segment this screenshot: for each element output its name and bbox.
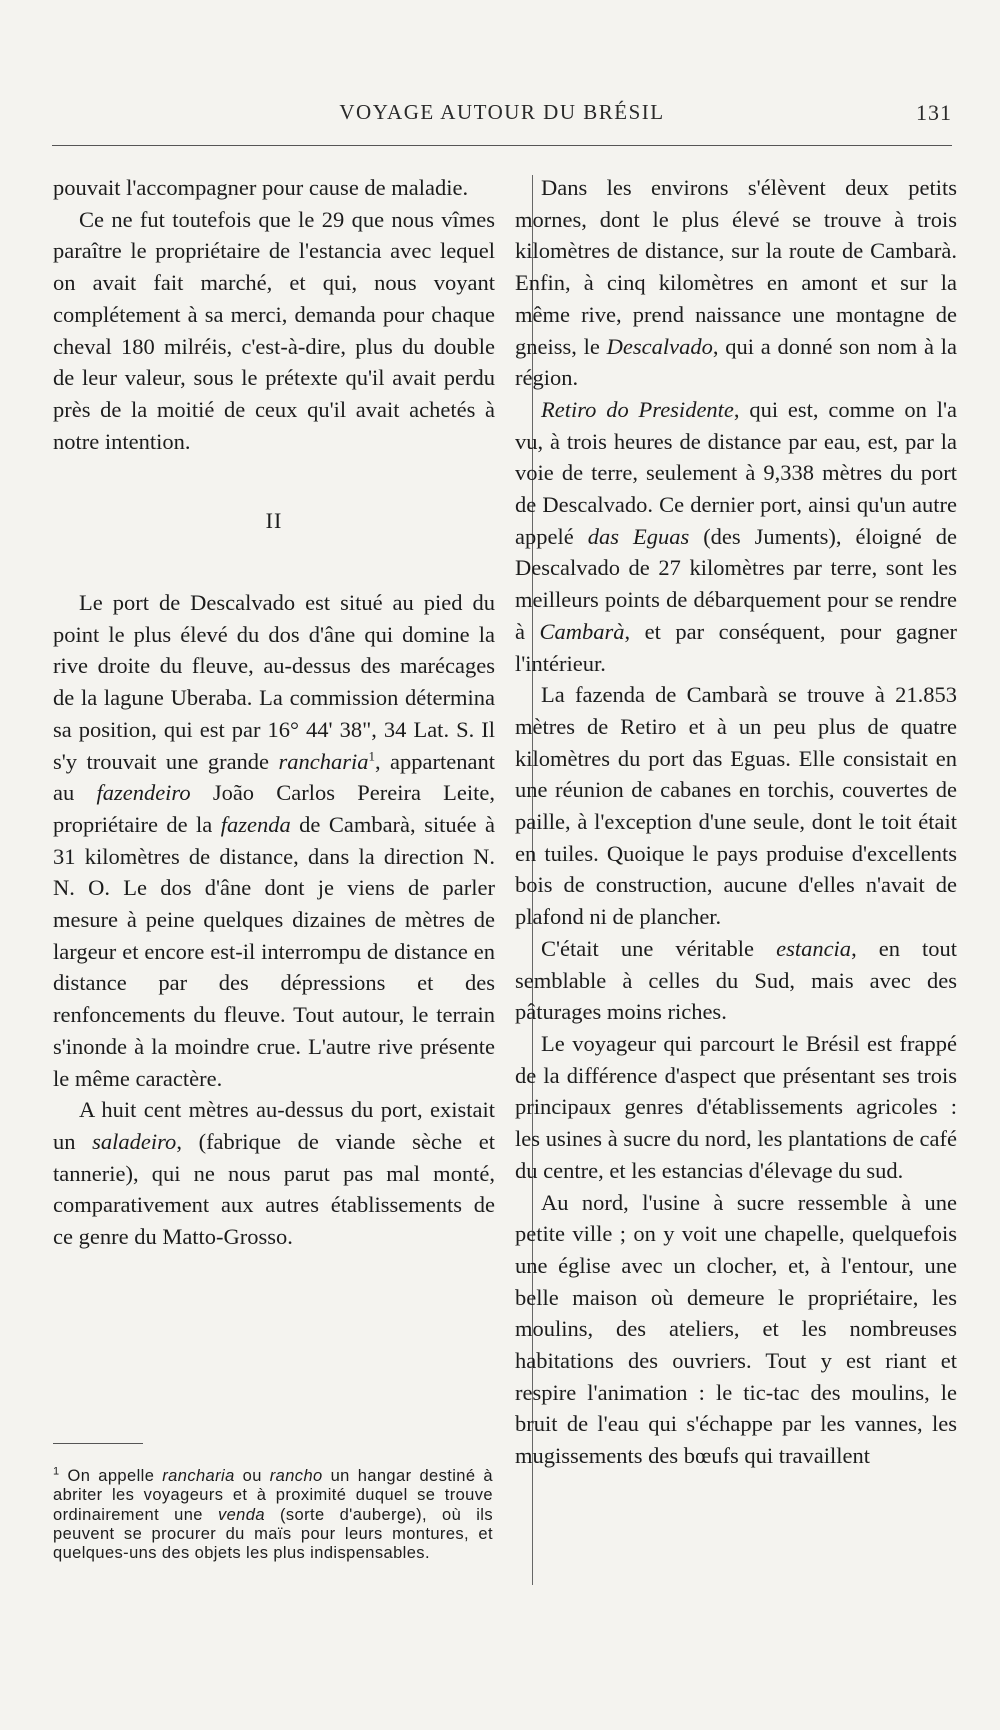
paragraph: Le voyageur qui parcourt le Brésil est frappé de la différence d'aspect que présentant ses trois principaux genres d'établissements agricoles : les usines à sucre du nord, les plantations de café du centre, et les estancias d'élevage du sud.	[515, 1030, 957, 1183]
italic-term: estancia	[776, 935, 852, 961]
text-run: ou	[234, 1467, 270, 1485]
italic-term: rancharia	[278, 748, 369, 774]
paragraph	[53, 587, 495, 1094]
italic-term: Descalvado	[606, 333, 713, 359]
paragraph: La fazenda de Cambarà se trouve à 21.853 mètres de Retiro et à un peu plus de quatre kilomètres du port das Eguas. Elle consistait en une réunion de cabanes en torchis, couvertes de paille, à l'exception d'une seule, dont le toit était en tuiles. Quoique le pays produise d'excellents bois de construction, aucune d'elles n'avait de plafond ni de plancher.	[515, 682, 957, 930]
header-rule	[52, 145, 952, 146]
paragraph	[515, 172, 957, 394]
text-run: , qui est, comme on l'a vu, à trois heures de distance par eau, est, par la voie de terre, seulement à 9,338 mètres du port de Descalvado. Ce dernier port, ainsi qu'un autre appelé	[515, 396, 957, 549]
paragraph	[53, 204, 495, 458]
footnote-marker: 1	[368, 748, 375, 764]
text-run: (sorte d'auberge), où ils peuvent se procurer du maïs pour leurs montures, et quelques-uns des objets les plus indispensables.	[53, 1505, 493, 1563]
italic-term: fazenda	[220, 811, 291, 837]
section-number: II	[265, 508, 283, 534]
text-run: On appelle	[59, 1467, 163, 1485]
italic-term: saladeiro	[92, 1128, 177, 1154]
italic-term: Retiro do Presidente	[541, 396, 734, 422]
italic-term: das Eguas	[587, 523, 690, 549]
text-run: , et par conséquent, pour gagner l'intérieur.	[515, 618, 957, 676]
text-run: , en tout semblable à celles du Sud, mais avec des pâturages moins riches.	[515, 935, 957, 1025]
footnote-rule	[53, 1443, 143, 1444]
italic-term: rancho	[269, 1467, 323, 1485]
paragraph	[53, 1094, 495, 1253]
italic-term: rancharia	[162, 1467, 235, 1485]
paragraph	[515, 394, 957, 679]
running-title: VOYAGE AUTOUR DU BRÉSIL	[339, 100, 665, 124]
right-column	[515, 172, 957, 1472]
paragraph: Au nord, l'usine à sucre ressemble à une petite ville ; on y voit une chapelle, quelquefois une église avec un clocher, et, à l'entour, une belle maison où demeure le propriétaire, les moulins, des ateliers, et les nombreuses habitations des ouvriers. Tout y est riant et respire l'animation : le tic-tac des moulins, le bruit de l'eau qui s'échappe par les vannes, les mugissements des bœufs qui travaillent	[515, 1189, 957, 1469]
text-run: Le port de Descalvado est situé au pied du point le plus élevé du dos d'âne qui domine la rive droite du fleuve, au-dessus des marécages de la lagune Uberaba. La commission détermina sa position, qui est par 16° 44' 38", 34 Lat. S. Il s'y trouvait une grande	[53, 590, 495, 774]
footnote	[53, 1467, 493, 1563]
text-run: (des Juments), éloigné de Descalvado de 27 kilomètres par terre, sont les meilleurs points de débarquement pour se rendre à	[515, 523, 957, 644]
text-run: , (fabrique de viande sèche et tannerie), qui ne nous parut pas mal monté, comparativement aux autres établissements de ce genre du Matto-Grosso.	[53, 1128, 495, 1250]
text-run: , appartenant au	[53, 748, 495, 806]
italic-term: fazendeiro	[96, 780, 191, 806]
text-run: A huit cent mètres au-dessus du port, existait un	[53, 1097, 495, 1154]
text-run: João Carlos Pereira Leite, propriétaire de la	[53, 780, 495, 837]
page-number: 131	[916, 100, 952, 125]
italic-term: Cambarà	[539, 618, 625, 644]
text-run: Dans les environs s'élèvent deux petits mornes, dont le plus élevé se trouve à trois kilomètres de distance, sur la route de Cambarà. Enfin, à cinq kilomètres en amont et sur la même rive, prend naissance une montagne de gneiss, le	[515, 175, 957, 359]
italic-term: venda	[217, 1505, 265, 1524]
running-header	[52, 100, 952, 134]
text-run: de Cambarà, située à 31 kilomètres de distance, dans la direction N. N. O. Le dos d'âne dont je viens de parler mesure à peine quelques dizaines de mètres de largeur et encore est-il interrompu de distance en distance par des dépressions et des renfoncements du fleuve. Tout autour, le terrain s'inonde à la moindre crue. L'autre rive présente le même caractère.	[53, 811, 495, 1091]
paragraph	[515, 933, 957, 1028]
footnote-number: 1	[53, 1465, 60, 1478]
text-run: C'était une véritable	[541, 935, 777, 961]
text-run: , qui a donné son nom à la région.	[515, 333, 957, 391]
left-column	[53, 172, 495, 1253]
text-run: Ce ne fut toutefois que le 29 que nous vîmes paraître le propriétaire de l'estancia avec lequel on avait fait marché, et qui, nous voyant complétement à sa merci, demanda pour chaque cheval 180 milréis, c'est-à-dire, plus du double de leur valeur, sous le prétexte qu'il avait perdu près de la moitié de ceux qu'il avait achetés à notre intention.	[53, 206, 495, 454]
text-run: un hangar destiné à abriter les voyageurs et à proximité duquel se trouve ordinairement une	[53, 1467, 493, 1524]
paragraph: pouvait l'accompagner pour cause de maladie.	[53, 175, 469, 200]
